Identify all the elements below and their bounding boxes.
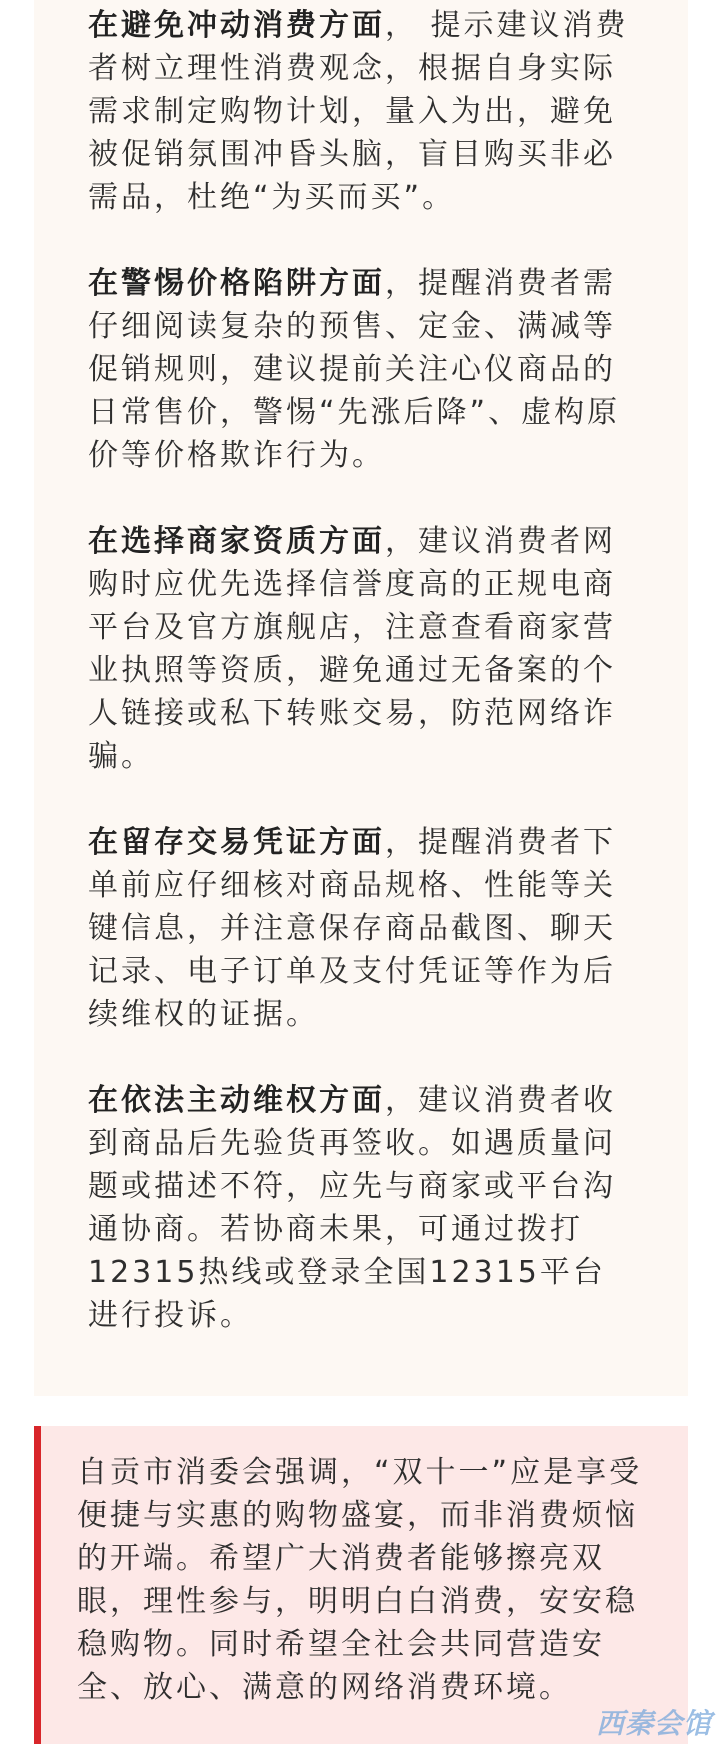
tip-paragraph-merchant [88, 520, 634, 778]
watermark-logo: 西秦会馆 [595, 1707, 712, 1740]
tip-paragraph-rights [88, 1079, 634, 1337]
tip-paragraph-evidence [88, 821, 634, 1036]
tip-text: ，提醒消费者下单前应仔细核对商品规格、性能等关键信息，并注意保存商品截图、聊天记录、电子订单及支付凭证等作为后续维权的证据。 [88, 825, 616, 1032]
tip-title: 在警惕价格陷阱方面 [88, 266, 385, 301]
tip-paragraph-price-trap [88, 262, 634, 477]
tip-paragraph-impulse [88, 4, 634, 219]
tip-text: ，建议消费者收到商品后先验货再签收。如遇质量问题或描述不符，应先与商家或平台沟通协商。若协商未果，可通过拨打12315热线或登录全国12315平台进行投诉。 [88, 1083, 616, 1333]
tips-card [34, 0, 688, 1396]
tip-title: 在避免冲动消费方面 [88, 8, 385, 43]
tip-title: 在选择商家资质方面 [88, 524, 385, 559]
tip-text: ， 提示建议消费者树立理性消费观念，根据自身实际需求制定购物计划，量入为出，避免被促销氛围冲昏头脑，盲目购买非必需品，杜绝“为买而买”。 [88, 8, 629, 215]
tip-text: ，建议消费者网购时应优先选择信誉度高的正规电商平台及官方旗舰店，注意查看商家营业执照等资质，避免通过无备案的个人链接或私下转账交易，防范网络诈骗。 [88, 524, 616, 774]
summary-text: 自贡市消委会强调，“双十一”应是享受便捷与实惠的购物盛宴，而非消费烦恼的开端。希望广大消费者能够擦亮双眼，理性参与，明明白白消费，安安稳稳购物。同时希望全社会共同营造安全、放心、满意的网络消费环境。 [77, 1455, 643, 1705]
tip-title: 在依法主动维权方面 [88, 1083, 385, 1118]
tip-title: 在留存交易凭证方面 [88, 825, 385, 860]
summary-callout [34, 1426, 688, 1744]
tip-text: ，提醒消费者需仔细阅读复杂的预售、定金、满减等促销规则，建议提前关注心仪商品的日常售价，警惕“先涨后降”、虚构原价等价格欺诈行为。 [88, 266, 621, 473]
